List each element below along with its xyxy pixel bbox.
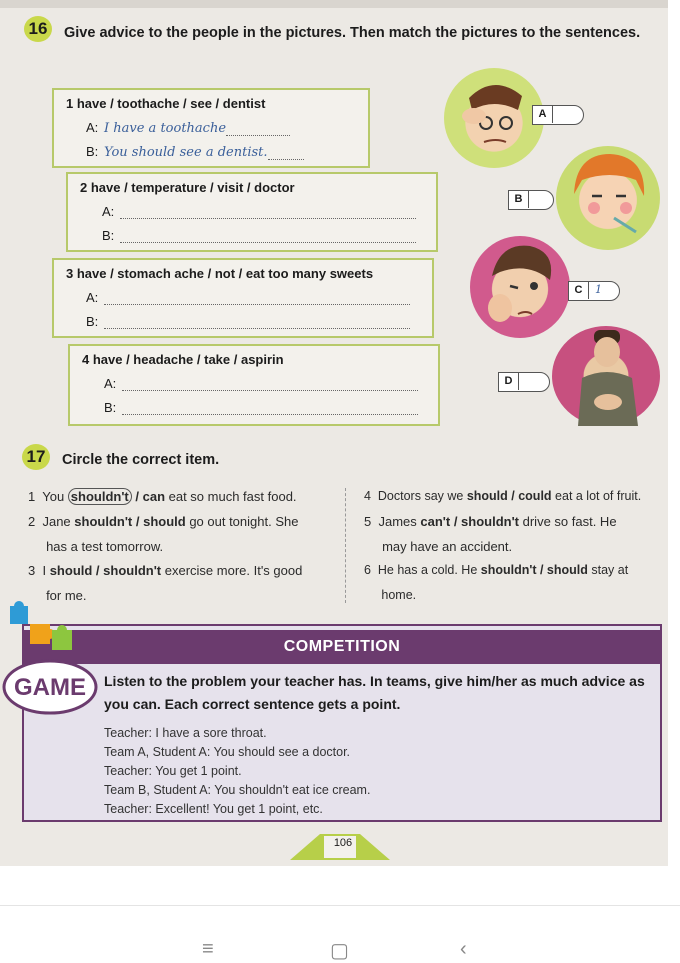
answer-line-a-2: A: bbox=[102, 204, 416, 219]
person-toothache-illustration bbox=[470, 236, 570, 338]
column-separator bbox=[345, 488, 346, 603]
dialogue-line-2: Team A, Student A: You should see a doctor. bbox=[104, 745, 351, 759]
match-tag-a: A bbox=[532, 105, 584, 125]
answer-line-b-4: B: bbox=[104, 400, 418, 415]
exercise-17-instruction: Circle the correct item. bbox=[62, 452, 220, 468]
circle-item-2: 2 Jane shouldn't / should go out tonight. She has a test tomorrow. bbox=[28, 514, 299, 554]
exercise-17-number: 17 bbox=[22, 444, 50, 470]
advice-prompt-1: 1 have / toothache / see / dentist bbox=[66, 96, 266, 111]
competition-box bbox=[22, 624, 662, 822]
answer-line-a-1: A: I have a toothache bbox=[86, 120, 290, 136]
game-logo-text: GAME bbox=[14, 674, 86, 701]
advice-prompt-2: 2 have / temperature / visit / doctor bbox=[80, 180, 295, 195]
advice-box-1 bbox=[52, 88, 370, 168]
match-tag-d: D bbox=[498, 372, 550, 392]
dialogue-line-1: Teacher: I have a sore throat. bbox=[104, 726, 267, 740]
advice-box-3 bbox=[52, 258, 434, 338]
puzzle-pieces-icon bbox=[0, 655, 102, 715]
advice-box-2 bbox=[66, 172, 438, 252]
circle-item-4: 4 Doctors say we should / could eat a lot of fruit. bbox=[364, 489, 642, 503]
answer-line-b-3: B: bbox=[86, 314, 410, 329]
answer-line-a-4: A: bbox=[104, 376, 418, 391]
picture-person-temperature bbox=[556, 146, 660, 250]
match-tag-c: C 1 bbox=[568, 281, 620, 301]
picture-person-toothache bbox=[470, 236, 570, 338]
dialogue-line-4: Team B, Student A: You shouldn't eat ice cream. bbox=[104, 783, 371, 797]
advice-box-4 bbox=[68, 344, 440, 426]
menu-icon[interactable]: ≡ bbox=[202, 938, 214, 960]
circle-item-6: 6 He has a cold. He shouldn't / should stay at home. bbox=[364, 563, 629, 602]
picture-person-headache bbox=[444, 68, 544, 168]
back-icon[interactable]: ‹ bbox=[460, 938, 467, 960]
page-top-edge bbox=[0, 0, 668, 8]
page-number: 106 bbox=[333, 837, 353, 849]
dialogue-line-5: Teacher: Excellent! You get 1 point, etc. bbox=[104, 802, 323, 816]
picture-person-stomach-ache bbox=[552, 326, 660, 426]
answer-line-b-1: B: You should see a dentist. bbox=[86, 144, 304, 160]
match-tag-b: B bbox=[508, 190, 554, 210]
circle-item-1: 1 You shouldn't / can eat so much fast food. bbox=[28, 489, 297, 504]
game-logo bbox=[0, 655, 102, 715]
person-temperature-illustration bbox=[556, 146, 660, 250]
competition-title: COMPETITION bbox=[283, 638, 401, 655]
handwritten-answer-b: You should see a dentist. bbox=[104, 145, 268, 160]
advice-prompt-3: 3 have / stomach ache / not / eat too many sweets bbox=[66, 266, 374, 281]
puzzle-pieces-decoration bbox=[6, 600, 80, 658]
advice-prompt-4: 4 have / headache / take / aspirin bbox=[82, 352, 284, 367]
person-headache-illustration bbox=[444, 68, 544, 168]
answer-line-a-3: A: bbox=[86, 290, 410, 305]
circled-answer: shouldn't bbox=[68, 488, 132, 505]
circle-item-5: 5 James can't / shouldn't drive so fast. He may have an accident. bbox=[364, 514, 617, 554]
exercise-16-instruction: Give advice to the people in the pictures. Then match the pictures to the sentences. bbox=[64, 25, 641, 41]
competition-instructions: Listen to the problem your teacher has. In teams, give him/her as much advice as you can. Each correct sentence gets a point. bbox=[104, 673, 645, 712]
home-icon[interactable]: ▢ bbox=[330, 940, 349, 962]
answer-line-b-2: B: bbox=[102, 228, 416, 243]
exercise-16-number: 16 bbox=[24, 16, 52, 42]
dialogue-line-3: Teacher: You get 1 point. bbox=[104, 764, 242, 778]
circle-item-3: 3 I should / shouldn't exercise more. It's good for me. bbox=[28, 563, 303, 603]
person-stomach-ache-illustration bbox=[552, 326, 660, 426]
handwritten-answer-a: I have a toothache bbox=[104, 121, 227, 136]
